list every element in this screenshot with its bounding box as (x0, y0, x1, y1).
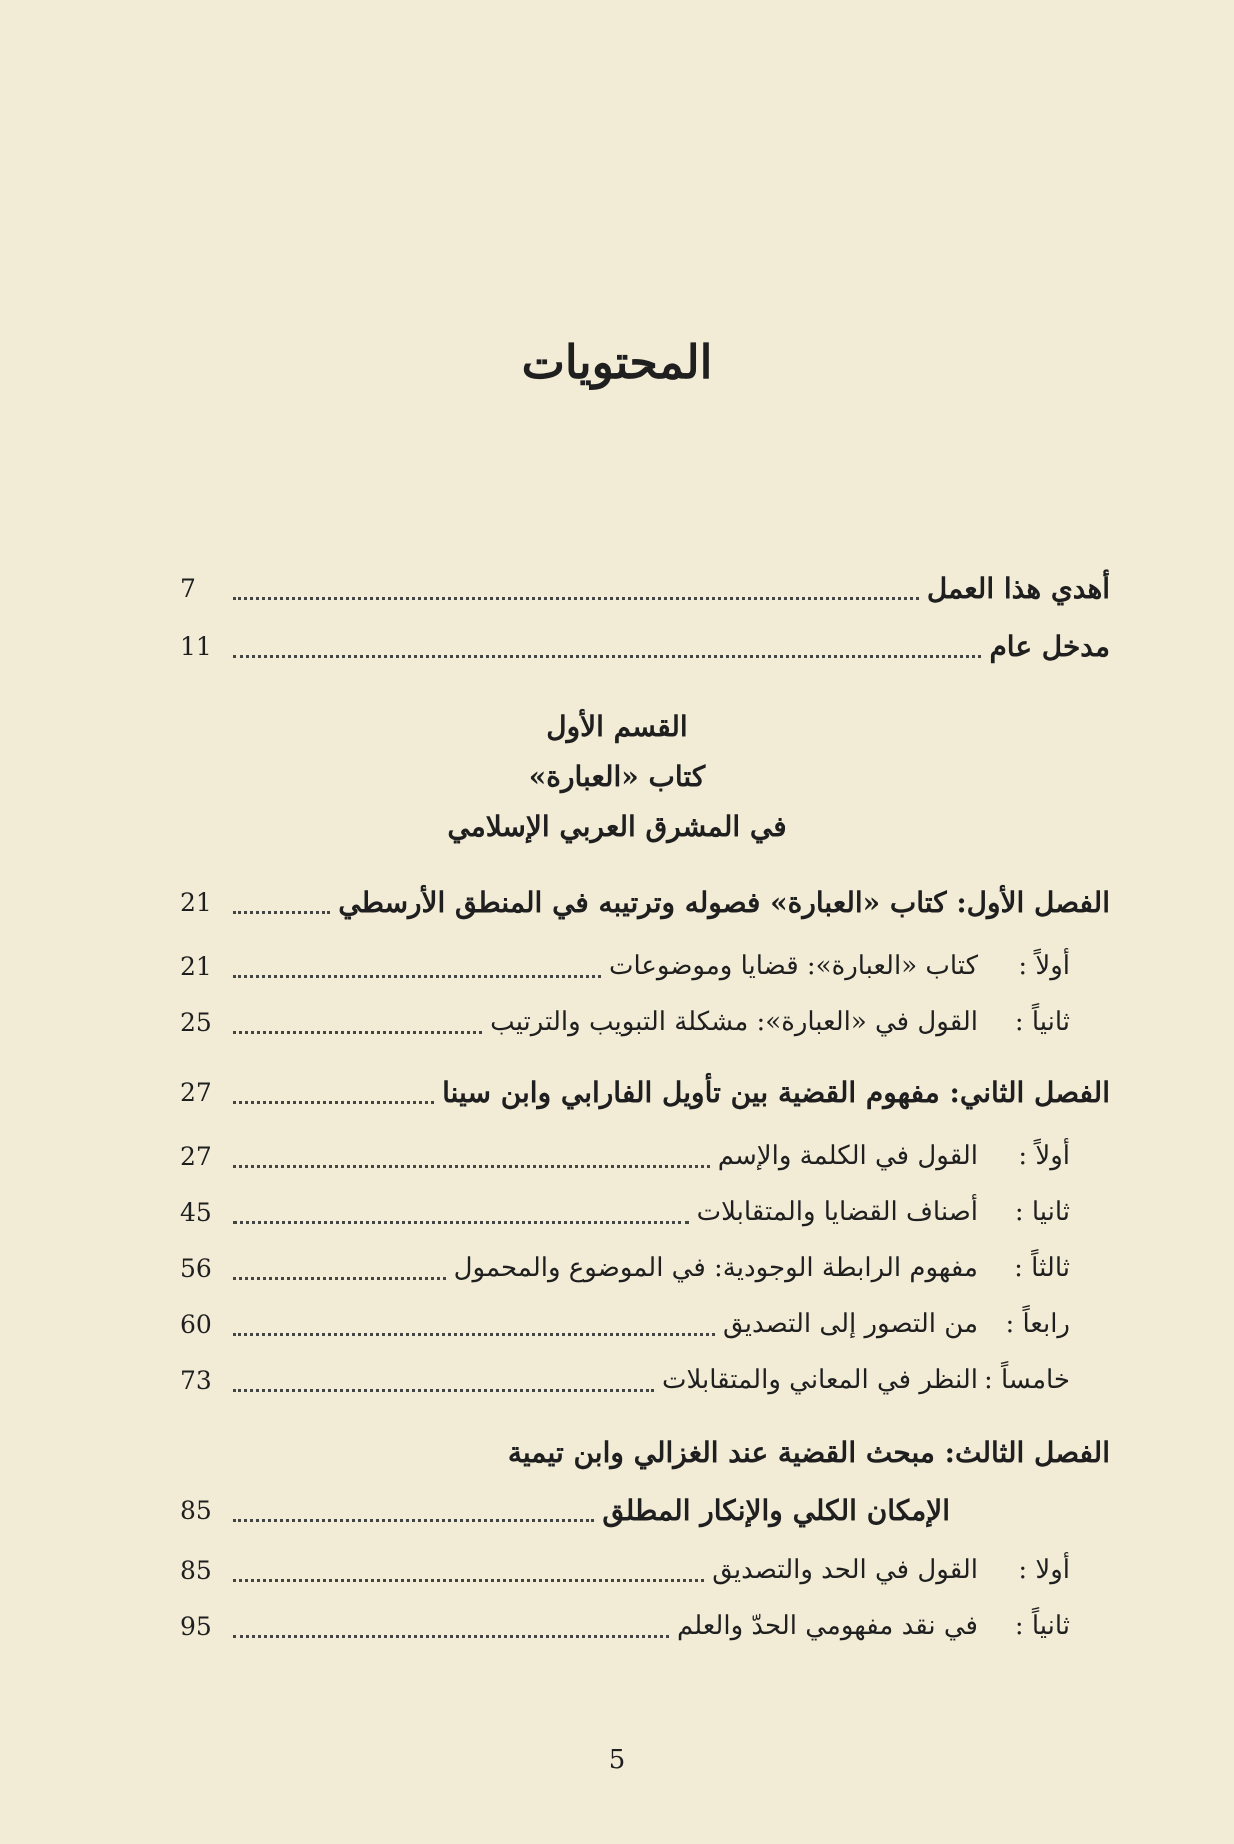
toc-item-prefix: ثالثاً : (1014, 1253, 1070, 1283)
part-subheading: في المشرق العربي الإسلامي (447, 810, 787, 843)
toc-item-prefix: ثانياً : (1014, 1007, 1070, 1037)
toc-item-label: مفهوم الرابطة الوجودية: في الموضوع والمحمول (453, 1253, 978, 1283)
toc-item[interactable] (180, 1548, 1110, 1592)
toc-entry-page: 85 (180, 1495, 212, 1525)
toc-item[interactable] (180, 1246, 1110, 1290)
leader-dots (233, 1277, 446, 1280)
toc-entry-page: 21 (180, 887, 212, 917)
toc-item-page: 95 (180, 1611, 212, 1641)
toc-item[interactable] (180, 1358, 1110, 1402)
toc-item-page: 25 (180, 1007, 212, 1037)
toc-item-page: 45 (180, 1197, 212, 1227)
toc-entry-page: 7 (180, 573, 196, 603)
toc-item-page: 27 (180, 1141, 212, 1171)
toc-item[interactable] (180, 1190, 1110, 1234)
leader-dots (233, 1031, 482, 1034)
toc-entry-label: أهدي هذا العمل (926, 571, 1110, 605)
toc-item-label: القول في الكلمة والإسم (717, 1141, 978, 1171)
toc-item-label: في نقد مفهومي الحدّ والعلم (676, 1611, 978, 1641)
toc-chapter-2[interactable] (180, 1070, 1110, 1114)
page-number: 5 (608, 1745, 626, 1775)
toc-item-page: 60 (180, 1309, 212, 1339)
toc-item[interactable] (180, 944, 1110, 988)
part-subheading: كتاب «العبارة» (528, 760, 706, 793)
toc-item-label: القول في الحد والتصديق (712, 1555, 978, 1585)
toc-item-label: كتاب «العبارة»: قضايا وموضوعات (608, 951, 978, 981)
leader-dots (233, 655, 981, 658)
toc-item-page: 85 (180, 1555, 212, 1585)
toc-item-label: من التصور إلى التصديق (723, 1309, 978, 1339)
toc-chapter-3-title[interactable]: الفصل الثالث: مبحث القضية عند الغزالي وابن تيمية (507, 1436, 1110, 1469)
toc-item-prefix: خامساً : (983, 1365, 1070, 1395)
toc-entry-dedication[interactable] (180, 566, 1110, 610)
toc-item-prefix: رابعاً : (1005, 1309, 1070, 1339)
toc-chapter-3[interactable] (180, 1488, 950, 1532)
toc-entry-label: الإمكان الكلي والإنكار المطلق (602, 1493, 950, 1527)
toc-chapter-1[interactable] (180, 880, 1110, 924)
leader-dots (233, 1579, 704, 1582)
toc-item-label: أصناف القضايا والمتقابلات (696, 1197, 978, 1227)
leader-dots (233, 597, 919, 600)
toc-entry-label: مدخل عام (989, 629, 1110, 663)
part-heading: القسم الأول (546, 710, 688, 743)
toc-item[interactable] (180, 1000, 1110, 1044)
toc-entry-introduction[interactable] (180, 624, 1110, 668)
toc-item-page: 21 (180, 951, 212, 981)
leader-dots (233, 1101, 434, 1104)
toc-entry-page: 27 (180, 1077, 212, 1107)
leader-dots (233, 1389, 654, 1392)
toc-entry-label: الفصل الأول: كتاب «العبارة» فصوله وترتيبه في المنطق الأرسطي (338, 885, 1110, 919)
leader-dots (233, 1519, 594, 1522)
leader-dots (233, 1165, 710, 1168)
toc-item-prefix: أولا : (1018, 1555, 1070, 1585)
toc-item-page: 56 (180, 1253, 212, 1283)
leader-dots (233, 1221, 689, 1224)
page-title: المحتويات (521, 335, 713, 389)
toc-entry-page: 11 (180, 631, 212, 661)
toc-item-prefix: أولاً : (1018, 951, 1070, 981)
toc-item[interactable] (180, 1302, 1110, 1346)
toc-item-prefix: ثانيا : (1014, 1197, 1070, 1227)
toc-item-prefix: ثانياً : (1014, 1611, 1070, 1641)
leader-dots (233, 1333, 715, 1336)
toc-item[interactable] (180, 1604, 1110, 1648)
leader-dots (233, 975, 601, 978)
leader-dots (233, 911, 330, 914)
toc-item-page: 73 (180, 1365, 212, 1395)
toc-entry-label: الفصل الثاني: مفهوم القضية بين تأويل الفارابي وابن سينا (442, 1075, 1110, 1109)
toc-item-prefix: أولاً : (1018, 1141, 1070, 1171)
toc-item-label: النظر في المعاني والمتقابلات (662, 1365, 978, 1395)
toc-item-label: القول في «العبارة»: مشكلة التبويب والترتيب (490, 1007, 978, 1037)
leader-dots (233, 1635, 669, 1638)
toc-item[interactable] (180, 1134, 1110, 1178)
